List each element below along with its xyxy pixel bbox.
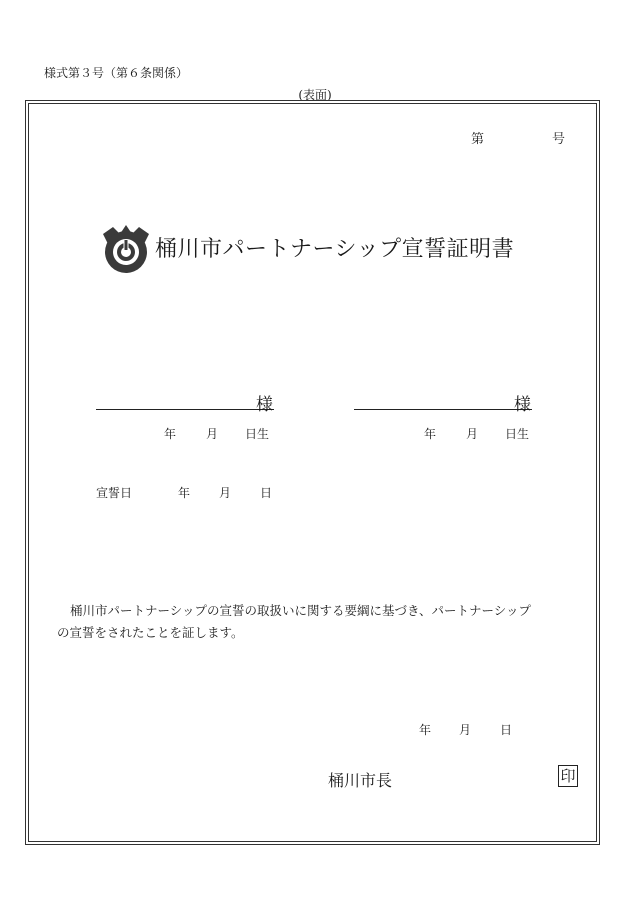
- oath-date-label: 宣誓日: [96, 486, 133, 500]
- issue-date-day-label: 日: [500, 723, 513, 737]
- person1-name-line: [96, 409, 274, 410]
- city-emblem-icon: [100, 222, 152, 274]
- person1-birth-month-label: 月: [206, 427, 219, 441]
- issue-date-month-label: 月: [459, 723, 472, 737]
- person2-birth-month-label: 月: [466, 427, 479, 441]
- person2-birth-day-label: 日生: [505, 427, 530, 441]
- issuer-title: 桶川市長: [328, 771, 393, 790]
- person1-birth-day-label: 日生: [245, 427, 270, 441]
- person2-honorific: 様: [514, 395, 531, 415]
- person1-birth-year-label: 年: [164, 427, 177, 441]
- issue-date-year-label: 年: [419, 723, 432, 737]
- statement-line-1: 桶川市パートナーシップの宣誓の取扱いに関する要綱に基づき、パートナーシップ: [70, 603, 532, 618]
- oath-date-year-label: 年: [178, 486, 191, 500]
- person2-name-line: [354, 409, 532, 410]
- certification-statement: [57, 600, 572, 644]
- oath-date-month-label: 月: [219, 486, 232, 500]
- person1-honorific: 様: [256, 395, 273, 415]
- certificate-title: 桶川市パートナーシップ宣誓証明書: [155, 237, 515, 262]
- person2-birth-year-label: 年: [424, 427, 437, 441]
- statement-line-2: の宣誓をされたことを証します。: [57, 625, 244, 640]
- face-label: (表面): [298, 88, 332, 102]
- cert-number-suffix: 号: [552, 132, 566, 147]
- certificate-frame: [25, 100, 600, 845]
- seal-box: 印: [558, 765, 578, 787]
- cert-number-prefix: 第: [471, 132, 485, 147]
- form-number: 様式第３号（第６条関係）: [44, 66, 189, 80]
- oath-date-day-label: 日: [260, 486, 273, 500]
